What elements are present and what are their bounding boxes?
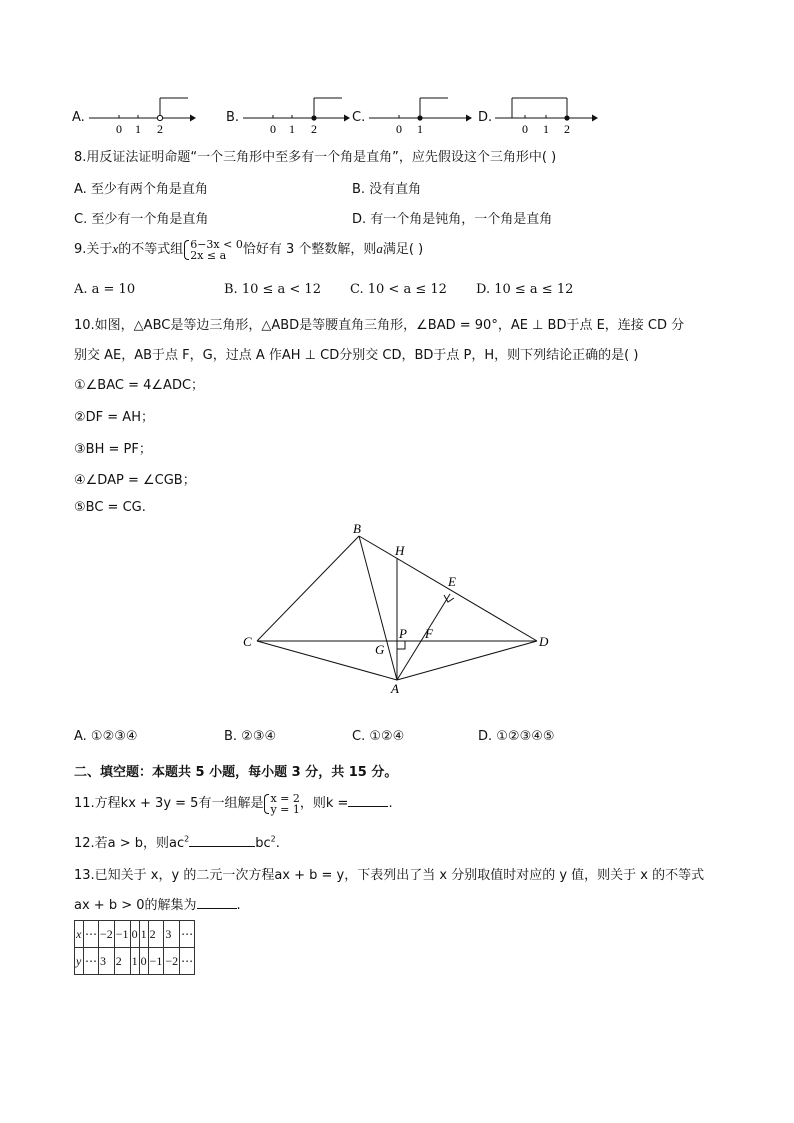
tick-label: 1	[135, 122, 141, 134]
q8-option-c: C. 至少有一个角是直角	[74, 212, 209, 227]
q8-option-d: D. 有一个角是钝角，一个角是直角	[352, 212, 553, 227]
q13-answer-blank[interactable]	[197, 896, 237, 909]
table-cell: ⋯	[84, 948, 99, 975]
option-c-label: C.	[352, 110, 366, 125]
table-cell: 3	[99, 948, 115, 975]
table-cell: 0	[139, 948, 148, 975]
q12-answer-blank[interactable]	[189, 834, 255, 847]
table-cell: 1	[130, 948, 139, 975]
segment-ba	[359, 536, 397, 680]
number-line-d	[492, 92, 602, 134]
label-f: F	[425, 626, 433, 641]
svg-text:2: 2	[564, 122, 570, 134]
q13-stem-line2: ax + b > 0的解集为 .	[74, 898, 241, 913]
q12-stem: 12.若a > b，则$ac^2$ $bc^2$.	[74, 834, 280, 851]
option-d-label: D.	[478, 110, 493, 125]
table-cell: 0	[130, 921, 139, 948]
table-cell: 2	[148, 921, 164, 948]
value-table	[74, 920, 195, 975]
q10-stem-line2: 别交 AE，AB于点 F，G，过点 A 作AH ⊥ CD分别交 CD，BD于点 P，H，则下列结论正确的是( )	[74, 348, 639, 363]
option-a-label: A.	[72, 110, 85, 125]
q11-stem: 11.方程kx + 3y = 5有一组解是 x = 2 y = 1 ，则k = .	[74, 791, 393, 816]
label-p: P	[399, 626, 407, 641]
q10-statement-1: ①∠BAC = 4∠ADC；	[74, 378, 205, 393]
svg-text:0: 0	[396, 122, 402, 134]
table-cell: −2	[99, 921, 115, 948]
q9-option-b: B. 10 ≤ a < 12	[224, 282, 321, 297]
section-2-title: 二、填空题：本题共 5 小题，每小题 3 分，共 15 分。	[74, 765, 398, 780]
number-line-a	[86, 92, 196, 134]
q10-option-a: A. ①②③④	[74, 729, 138, 744]
table-cell: y	[75, 948, 84, 975]
q9-stem: 9.关于x的不等式组 6−3x < 0 2x ≤ a 恰好有 3 个整数解，则a满足( )	[74, 237, 424, 262]
number-line-b	[240, 92, 350, 134]
table-cell: −2	[164, 948, 180, 975]
q9-option-a: A. a = 10	[74, 282, 136, 297]
table-cell: ⋯	[180, 921, 195, 948]
q10-stem-line1: 10.如图，△ABC是等边三角形，△ABD是等腰直角三角形，∠BAD = 90°，AE ⊥ BD于点 E，连接 CD 分	[74, 318, 685, 333]
svg-text:0: 0	[522, 122, 528, 134]
q10-statement-3: ③BH = PF；	[74, 442, 152, 457]
svg-text:1: 1	[289, 122, 295, 134]
number-line-c	[366, 92, 476, 134]
q13-stem-line1: 13.已知关于 x，y 的二元一次方程ax + b = y，下表列出了当 x 分别取值时对应的 y 值，则关于 x 的不等式	[74, 868, 705, 883]
option-b-label: B.	[226, 110, 240, 125]
label-d: D	[539, 634, 549, 649]
q10-option-b: B. ②③④	[224, 729, 277, 744]
tick-label: 0	[116, 122, 122, 134]
table-row-y	[75, 948, 195, 975]
q10-statement-4: ④∠DAP = ∠CGB；	[74, 473, 196, 488]
q9-option-d: D. 10 ≤ a ≤ 12	[476, 282, 574, 297]
table-cell: −1	[148, 948, 164, 975]
label-b: B	[353, 521, 361, 536]
q10-option-d: D. ①②③④⑤	[478, 729, 555, 744]
svg-text:0: 0	[270, 122, 276, 134]
table-row-x	[75, 921, 195, 948]
table-cell: ⋯	[84, 921, 99, 948]
tick-label: 2	[157, 122, 163, 134]
table-cell: 1	[139, 921, 148, 948]
table-cell: 2	[114, 948, 130, 975]
label-h: H	[395, 543, 405, 558]
svg-text:1: 1	[543, 122, 549, 134]
q8-stem: 8.用反证法证明命题“一个三角形中至多有一个角是直角”，应先假设这个三角形中( )	[74, 150, 557, 165]
q10-option-c: C. ①②④	[352, 729, 405, 744]
label-g: G	[375, 642, 385, 657]
label-c: C	[243, 634, 252, 649]
geometry-figure	[240, 520, 560, 700]
svg-text:1: 1	[417, 122, 423, 134]
q11-answer-blank[interactable]	[348, 794, 388, 807]
table-cell: 3	[164, 921, 180, 948]
q10-statement-2: ②DF = AH；	[74, 410, 154, 425]
table-cell: x	[75, 921, 84, 948]
svg-text:2: 2	[311, 122, 317, 134]
q8-option-b: B. 没有直角	[352, 182, 422, 197]
table-cell: −1	[114, 921, 130, 948]
q9-option-c: C. 10 < a ≤ 12	[350, 282, 447, 297]
label-a: A	[391, 681, 399, 696]
q8-option-a: A. 至少有两个角是直角	[74, 182, 208, 197]
q10-statement-5: ⑤BC = CG.	[74, 500, 146, 515]
right-angle-p	[397, 641, 405, 649]
segment-cb	[257, 536, 359, 641]
label-e: E	[448, 574, 456, 589]
table-cell: ⋯	[180, 948, 195, 975]
